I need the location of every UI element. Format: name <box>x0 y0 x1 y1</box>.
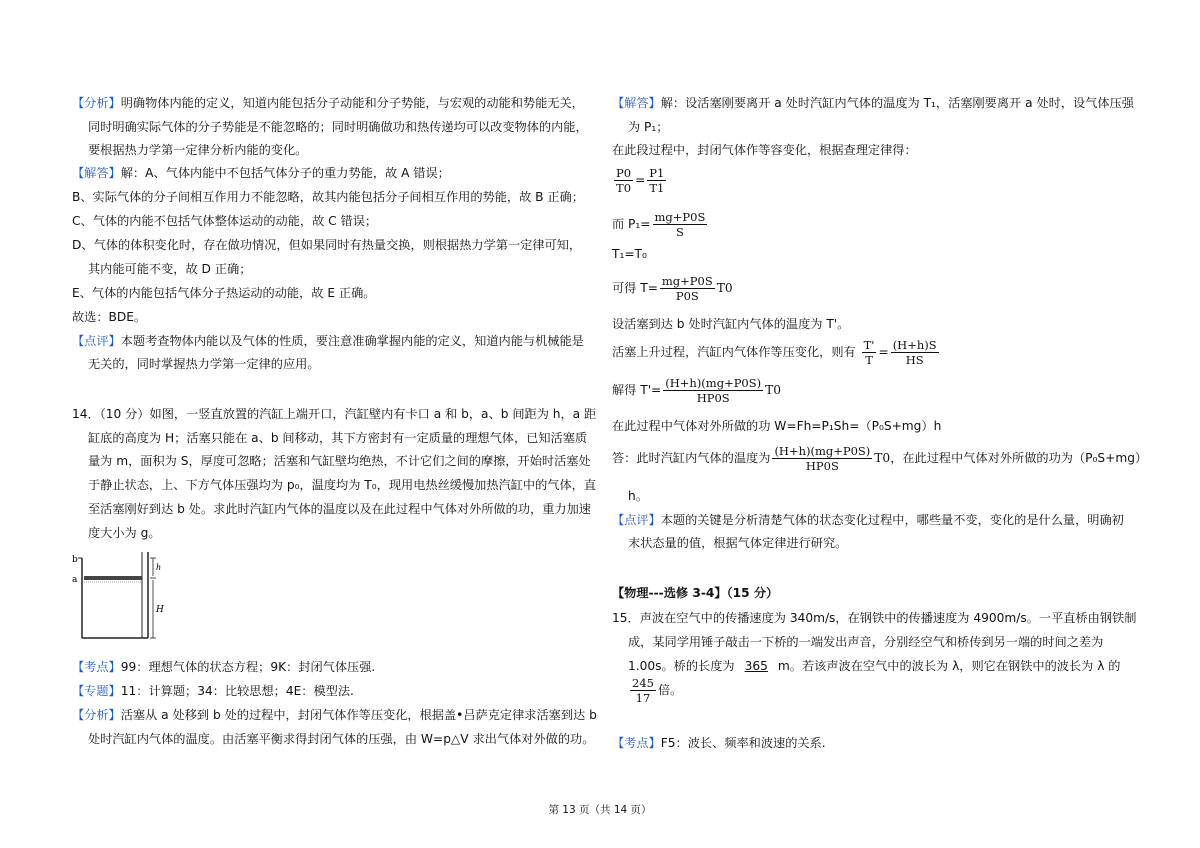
q14-line-4: 于静止状态，上、下方气体压强均为 p₀，温度均为 T₀，现用电热丝缓慢加热汽缸中的气体，直 <box>88 478 597 492</box>
analysis-tag: 【分析】 <box>72 96 121 110</box>
zhuanti-line <box>72 682 354 700</box>
r-kaodian-text: F5：波长、频率和波速的关系. <box>660 736 826 750</box>
r-answer-tag: 【解答】 <box>612 96 661 110</box>
answer-line-2: B、实际气体的分子间相互作用力不能忽略，故其内能包括分子间相互作用的势能，故 B 正确； <box>72 190 584 204</box>
q15-line-2: 成，某同学用锤子敲击一下桥的一端发出声音，分别经空气和桥传到另一端的时间之差为 <box>628 635 1104 649</box>
r-answer-line-3: 在此段过程中，封闭气体作等容变化，根据查理定律得： <box>612 143 917 157</box>
formula-gay-lussac: 活塞上升过程，汽缸内气体作等压变化，则有 $\frac{T'}{T}$ = $\frac{(H+h)S}{HS}$ <box>612 338 937 367</box>
q14-line-2: 缸底的高度为 H；活塞只能在 a、b 间移动，其下方密封有一定质量的理想气体，已知活塞质 <box>88 431 588 445</box>
r-answer-line-2: 为 P₁； <box>628 120 669 134</box>
final-answer-line: 答：此时汽缸内气体的温度为 $\frac{(H+h)(mg+P0S)}{HP0S}$ T0，在此过程中气体对外所做的功为（P₀S+mg） <box>612 444 1148 473</box>
formula-t: 可得 T= $\frac{mg+P0S}{P0S}$ T0 <box>612 274 733 303</box>
r-kaodian-tag: 【考点】 <box>612 736 661 750</box>
formula-charles: $\frac{P0}{T0}$ = $\frac{P1}{T1}$ <box>616 166 665 195</box>
label-H: H <box>156 605 164 615</box>
comment-line-2: 无关的，同时掌握热力学第一定律的应用。 <box>88 357 320 371</box>
fraction-t-value: $\frac{mg+P0S}{P0S}$ <box>661 274 713 303</box>
fraction-tprime-value: $\frac{(H+h)(mg+P0S)}{HP0S}$ <box>665 376 762 405</box>
line-t-prime: 设活塞到达 b 处时汽缸内气体的温度为 T'。 <box>612 317 850 331</box>
answer-line-4: D、气体的体积变化时，存在做功情况，但如果同时有热量交换，则根据热力学第一定律可知， <box>72 238 582 252</box>
fraction-p1-t1: $\frac{P1}{T1}$ <box>649 166 665 195</box>
analysis-line-1 <box>72 94 584 112</box>
kaodian-tag: 【考点】 <box>72 660 121 674</box>
analysis-text: 明确物体内能的定义，知道内能包括分子动能和分子势能，与宏观的动能和势能无关， <box>120 96 584 110</box>
analysis-line-2: 同时明确实际气体的分子势能是不能忽略的；同时明确做功和热传递均可以改变物体的内能， <box>88 120 588 134</box>
analysis2-tag: 【分析】 <box>72 708 121 722</box>
analysis2-line-1 <box>72 706 597 724</box>
answer-blank-length: 365 <box>744 659 768 673</box>
r-answer-text: 解：设活塞刚要离开 a 处时汽缸内气体的温度为 T₁，活塞刚要离开 a 处时，设气体压强 <box>660 96 1134 110</box>
t1-equals: T₁=T₀ <box>612 247 647 261</box>
work-line: 在此过程中气体对外所做的功 W=Fh=P₁Sh=（P₀S+mg）h <box>612 419 942 433</box>
fraction-p1-value: $\frac{mg+P0S}{S}$ <box>654 210 706 239</box>
r-kaodian-line <box>612 734 826 752</box>
comment-tag: 【点评】 <box>72 334 121 348</box>
q14-line-3: 量为 m，面积为 S，厚度可忽略；活塞和气缸壁均绝热，不计它们之间的摩擦，开始时活塞处 <box>88 454 591 468</box>
r-comment-line-1 <box>612 511 1124 529</box>
r-comment-text: 本题的关键是分析清楚气体的状态变化过程中，哪些量不变，变化的是什么量，明确初 <box>660 513 1124 527</box>
kaodian-text: 99：理想气体的状态方程；9K：封闭气体压强. <box>120 660 376 674</box>
fraction-wavelength-ratio: $\frac{245}{17}$ <box>632 676 654 705</box>
answer-line-7: 故选：BDE。 <box>72 310 147 324</box>
zhuanti-text: 11：计算题；34：比较思想；4E：模型法. <box>120 684 354 698</box>
formula-t-prime: 解得 T'= $\frac{(H+h)(mg+P0S)}{HP0S}$ T0 <box>612 376 782 405</box>
q15-line-3: 1.00s。桥的长度为 365 m。若该声波在空气中的波长为 λ，则它在钢铁中的波长为 λ 的 <box>628 659 1121 673</box>
answer-tag: 【解答】 <box>72 166 121 180</box>
final-answer-h: h。 <box>628 489 648 503</box>
section-heading: 【物理---选修 3-4】（15 分） <box>612 586 779 600</box>
answer-line-1 <box>72 164 450 182</box>
fraction-p0-t0: $\frac{P0}{T0}$ <box>616 166 632 195</box>
page-footer: 第 13 页（共 14 页） <box>548 804 652 816</box>
analysis-line-3: 要根据热力学第一定律分析内能的变化。 <box>88 143 308 157</box>
answer-line-6: E、气体的内能包括气体分子热运动的动能，故 E 正确。 <box>72 286 376 300</box>
r-comment-line-2: 末状态量的值，根据气体定律进行研究。 <box>628 536 848 550</box>
fraction-final: $\frac{(H+h)(mg+P0S)}{HP0S}$ <box>774 444 871 473</box>
analysis2-text: 活塞从 a 处移到 b 处的过程中，封闭气体作等压变化，根据盖•吕萨克定律求活塞到达 b <box>120 708 597 722</box>
cylinder-figure <box>72 552 172 644</box>
label-h: h <box>156 563 162 572</box>
r-comment-tag: 【点评】 <box>612 513 661 527</box>
comment-text: 本题考查物体内能以及气体的性质，要注意准确掌握内能的定义，知道内能与机械能是 <box>120 334 584 348</box>
q14-line-5: 至活塞刚好到达 b 处。求此时汽缸内气体的温度以及在此过程中气体对外所做的功，重力加速 <box>88 502 591 516</box>
q15-line-1: 15．声波在空气中的传播速度为 340m/s，在钢铁中的传播速度为 4900m/s。一平直桥由钢铁制 <box>612 611 1137 625</box>
analysis2-line-2: 处时汽缸内气体的温度。由活塞平衡求得封闭气体的压强，由 W=p△V 求出气体对外做的功。 <box>88 732 595 746</box>
answer-line-5: 其内能可能不变，故 D 正确； <box>88 262 252 276</box>
comment-line-1 <box>72 332 584 350</box>
formula-p1: 而 P₁= $\frac{mg+P0S}{S}$ <box>612 210 706 239</box>
r-answer-line-1 <box>612 94 1134 112</box>
fraction-volume: $\frac{(H+h)S}{HS}$ <box>892 338 937 367</box>
q15-line-4: $\frac{245}{17}$ 倍。 <box>632 676 683 705</box>
answer-line-3: C、气体的内能不包括气体整体运动的动能，故 C 错误； <box>72 214 378 228</box>
kaodian-line <box>72 658 375 676</box>
piston <box>84 576 142 580</box>
zhuanti-tag: 【专题】 <box>72 684 121 698</box>
answer-text: 解：A、气体内能中不包括气体分子的重力势能，故 A 错误； <box>120 166 450 180</box>
q14-line-6: 度大小为 g。 <box>88 526 161 540</box>
fraction-tprime-t: $\frac{T'}{T}$ <box>863 338 875 367</box>
label-a: a <box>72 575 78 585</box>
label-b: b <box>72 555 78 565</box>
q14-line-1: 14．（10 分）如图，一竖直放置的汽缸上端开口，汽缸壁内有卡口 a 和 b，a、b 间距为 h，a 距 <box>72 407 597 421</box>
